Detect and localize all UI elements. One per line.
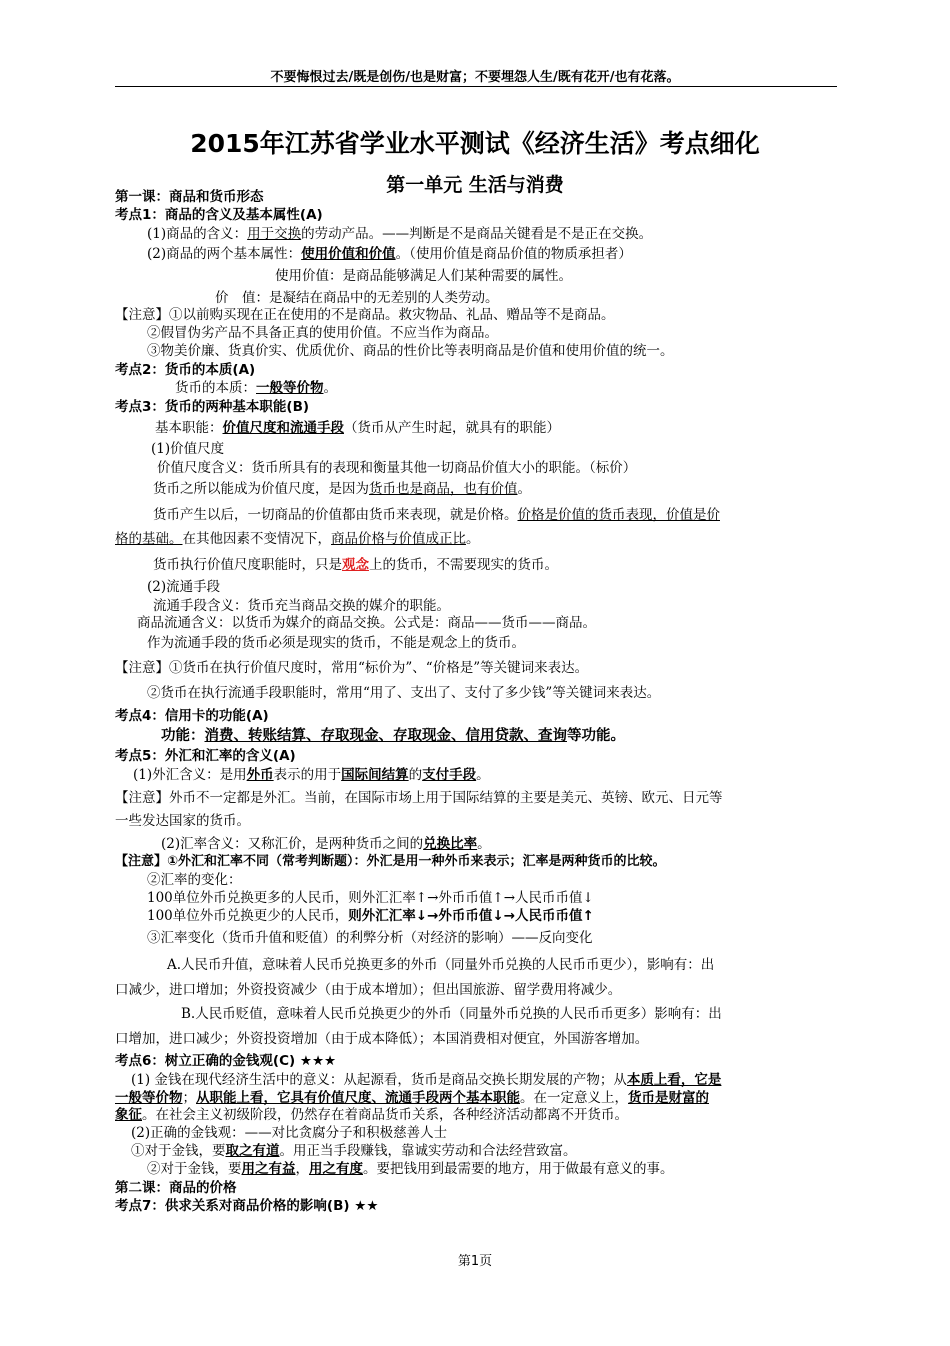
text-line: B.人民币贬值，意味着人民币兑换更少的外币（同量外币兑换的人民币币更多）影响有：出 xyxy=(181,1006,722,1022)
text-line: 口减少，进口增加；外资投资减少（由于成本增加）；但出国旅游、留学费用将减少。 xyxy=(115,982,622,998)
sub-heading: (1)价值尺度 xyxy=(151,441,225,457)
text-line: 货币执行价值尺度职能时，只是观念上的货币，不需要现实的货币。 xyxy=(153,557,558,573)
text-line: 货币产生以后，一切商品的价值都由货币来表现，就是价格。价格是价值的货币表现，价值是价 xyxy=(153,507,720,523)
text-line: 作为流通手段的货币必须是现实的货币，不能是观念上的货币。 xyxy=(147,635,525,651)
text-line: 象征。在社会主义初级阶段，仍然存在着商品货币关系，各种经济活动都离不开货币。 xyxy=(115,1107,628,1123)
unit-title: 第一单元 生活与消费 xyxy=(386,174,564,196)
note-line: 【注意】①货币在执行价值尺度时，常用“标价为”、“价格是”等关键词来表达。 xyxy=(115,660,589,676)
header-rule xyxy=(115,86,837,87)
text-line: (2)商品的两个基本属性：使用价值和价值。（使用价值是商品价值的物质承担者） xyxy=(147,246,632,262)
text-line: 商品流通含义：以货币为媒介的商品交换。公式是：商品——货币——商品。 xyxy=(137,615,596,631)
text-line: ②汇率的变化： xyxy=(147,872,242,888)
text-line: 100单位外币兑换更多的人民币，则外汇汇率↑→外币币值↑→人民币币值↓ xyxy=(147,890,594,906)
note-line: 【注意】①外汇和汇率不同（常考判断题）：外汇是用一种外币来表示；汇率是两种货币的比较。 xyxy=(115,854,666,869)
point-heading: 考点2：货币的本质(A) xyxy=(115,362,256,378)
page-number: 第1页 xyxy=(457,1254,493,1269)
text-line: (1) 金钱在现代经济生活中的意义：从起源看，货币是商品交换长期发展的产物；从本质上看，它是 xyxy=(131,1072,722,1088)
note-line: ②货币在执行流通手段职能时，常用“用了、支出了、支付了多少钱”等关键词来表达。 xyxy=(147,685,661,701)
point-heading: 考点7：供求关系对商品价格的影响(B) ★★ xyxy=(115,1198,379,1214)
text-line: 流通手段含义：货币充当商品交换的媒介的职能。 xyxy=(153,598,450,614)
text-line: 格的基础。在其他因素不变情况下，商品价格与价值成正比。 xyxy=(115,531,480,547)
lesson-heading: 第一课：商品和货币形态 xyxy=(115,189,264,205)
text-line: (1)商品的含义：用于交换的劳动产品。——判断是不是商品关键看是不是正在交换。 xyxy=(147,226,653,242)
note-line: ③物美价廉、货真价实、优质优价、商品的性价比等表明商品是价值和使用价值的统一。 xyxy=(147,343,674,359)
text-line: 一般等价物；从职能上看，它具有价值尺度、流通手段两个基本职能。在一定意义上，货币是财富的 xyxy=(115,1090,709,1106)
point-heading: 考点6：树立正确的金钱观(C) ★★★ xyxy=(115,1053,337,1069)
text-line: 功能：消费、转账结算、存取现金、存取现金、信用贷款、查询等功能。 xyxy=(161,728,625,744)
note-line: ②假冒伪劣产品不具备正真的使用价值。不应当作为商品。 xyxy=(147,325,498,341)
text-line: 价值尺度含义：货币所具有的表现和衡量其他一切商品价值大小的职能。（标价） xyxy=(157,460,637,476)
text-line: (2)正确的金钱观：——对比贪腐分子和积极慈善人士 xyxy=(131,1125,448,1141)
text-line: ①对于金钱，要取之有道。用正当手段赚钱，靠诚实劳动和合法经营致富。 xyxy=(131,1143,577,1159)
point-heading: 考点5：外汇和汇率的含义(A) xyxy=(115,748,296,764)
text-line: 货币的本质：一般等价物。 xyxy=(175,380,337,396)
text-line: 基本职能：价值尺度和流通手段（货币从产生时起，就具有的职能） xyxy=(155,420,560,436)
point-heading: 考点3：货币的两种基本职能(B) xyxy=(115,399,310,415)
page-header: 不要悔恨过去/既是创伤/也是财富；不要埋怨人生/既有花开/也有花落。 xyxy=(270,70,680,85)
document-title: 2015年江苏省学业水平测试《经济生活》考点细化 xyxy=(190,129,760,158)
text-line: 口增加，进口减少；外资投资增加（由于成本降低）；本国消费相对便宜，外国游客增加。 xyxy=(115,1031,649,1047)
text-line: 使用价值：是商品能够满足人们某种需要的属性。 xyxy=(275,268,572,284)
lesson-heading: 第二课：商品的价格 xyxy=(115,1180,237,1196)
text-line: (2)汇率含义：又称汇价，是两种货币之间的兑换比率。 xyxy=(161,836,491,852)
note-line: 【注意】外币不一定都是外汇。当前，在国际市场上用于国际结算的主要是美元、英镑、欧元、日元等 xyxy=(115,790,723,806)
text-line: (1)外汇含义：是用外币表示的用于国际间结算的支付手段。 xyxy=(133,767,490,783)
text-line: ③汇率变化（货币升值和贬值）的利弊分析（对经济的影响）——反向变化 xyxy=(147,930,593,946)
point-heading: 考点1：商品的含义及基本属性(A) xyxy=(115,207,323,223)
note-line: 一些发达国家的货币。 xyxy=(115,813,250,829)
text-line: 价 值：是凝结在商品中的无差别的人类劳动。 xyxy=(215,290,499,306)
text-line: 货币之所以能成为价值尺度，是因为货币也是商品，也有价值。 xyxy=(153,481,531,497)
sub-heading: (2)流通手段 xyxy=(147,579,221,595)
note-line: 【注意】①以前购买现在正在使用的不是商品。救灾物品、礼品、赠品等不是商品。 xyxy=(115,307,615,323)
text-line: ②对于金钱，要用之有益，用之有度。要把钱用到最需要的地方，用于做最有意义的事。 xyxy=(147,1161,674,1177)
text-line: A.人民币升值，意味着人民币兑换更多的外币（同量外币兑换的人民币币更少），影响有：出 xyxy=(167,957,715,973)
text-line: 100单位外币兑换更少的人民币，则外汇汇率↓→外币币值↓→人民币币值↑ xyxy=(147,908,594,924)
point-heading: 考点4：信用卡的功能(A) xyxy=(115,708,269,724)
